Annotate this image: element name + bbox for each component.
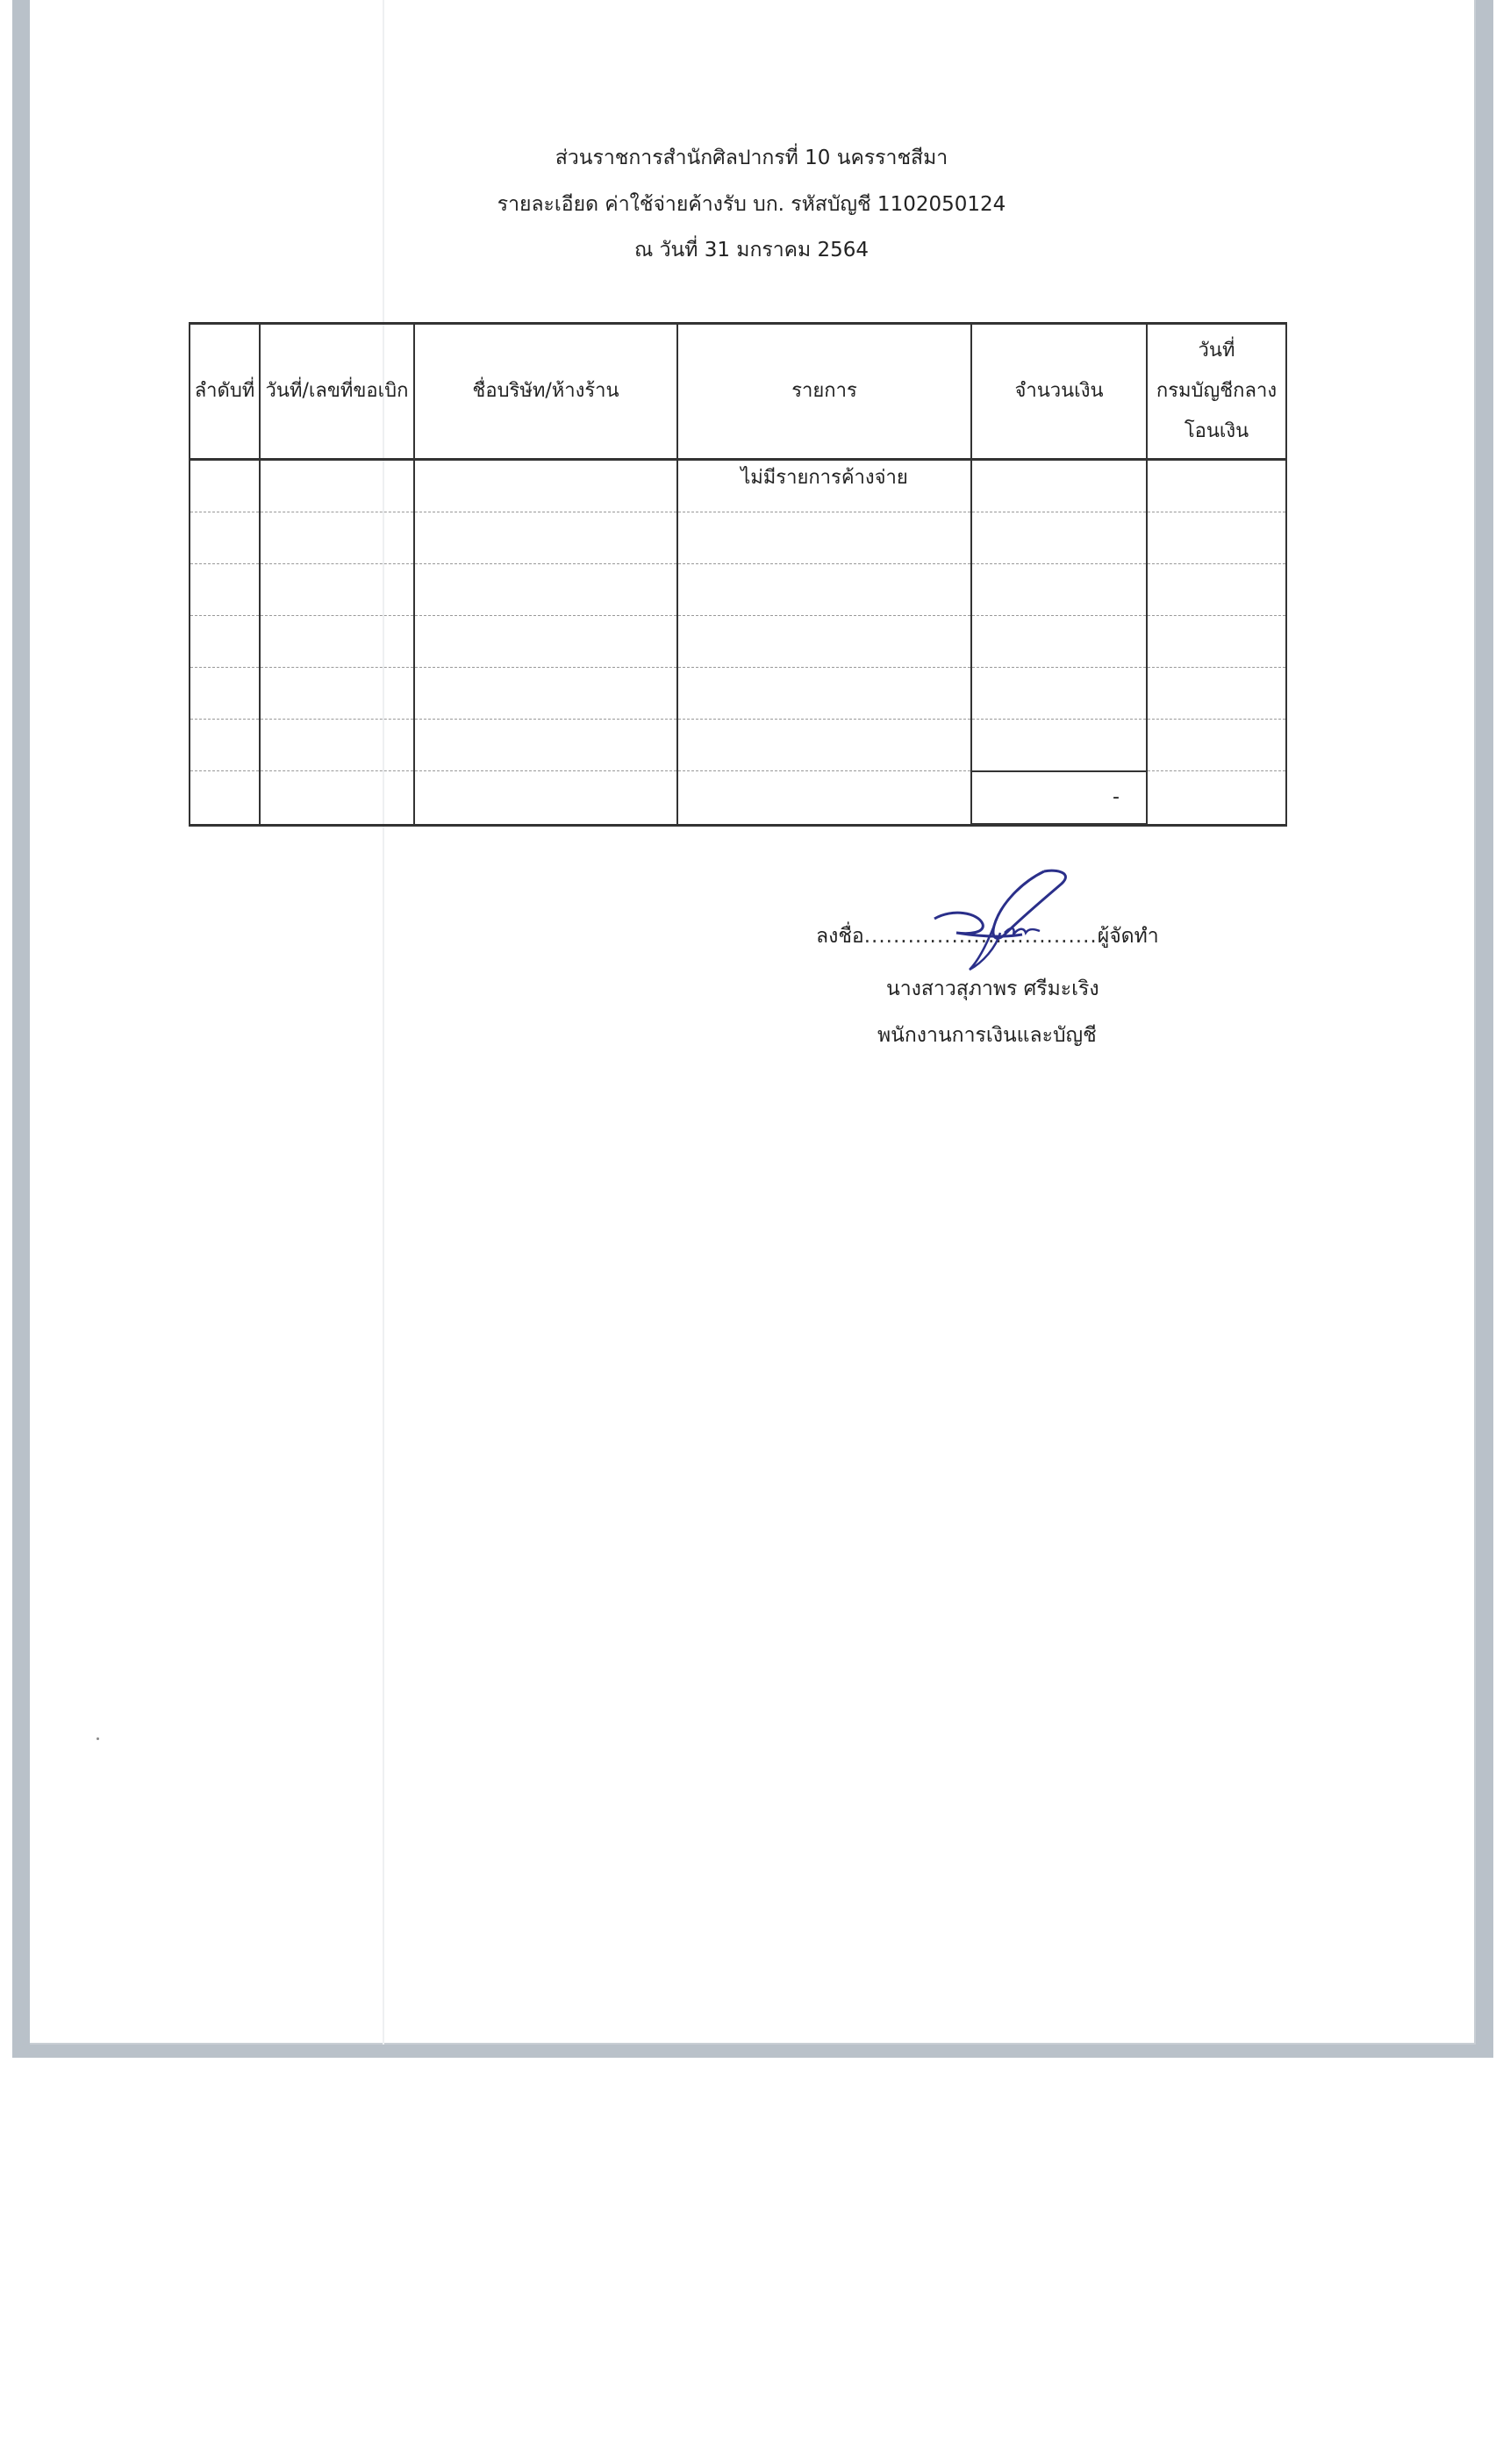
cell-amount (971, 460, 1147, 512)
header-date: ณ วันที่ 31 มกราคม 2564 (633, 239, 870, 261)
cell-seq (190, 771, 260, 825)
table-row (190, 719, 1286, 771)
cell-amount (971, 563, 1147, 615)
cell-date-doc (260, 615, 414, 667)
signer-name: นางสาวสุภาพร ศรีมะเริง (886, 978, 1099, 1000)
cell-company (414, 512, 677, 564)
cell-seq (190, 719, 260, 771)
cell-date-doc (260, 667, 414, 719)
cell-cgd (1147, 719, 1286, 771)
col-header-seq: ลำดับที่ (190, 324, 260, 460)
cell-seq (190, 667, 260, 719)
col-header-cgd-line3: โอนเงิน (1184, 420, 1249, 442)
table-row (190, 563, 1286, 615)
cell-items (677, 667, 971, 719)
cell-seq (190, 563, 260, 615)
table-row (190, 460, 1286, 512)
cell-cgd (1147, 615, 1286, 667)
cell-seq (190, 512, 260, 564)
cell-items: ไม่มีรายการค้างจ่าย (677, 460, 971, 512)
sign-prefix: ลงชื่อ (816, 925, 864, 948)
cell-items (677, 719, 971, 771)
cell-date-doc (260, 719, 414, 771)
table-row (190, 667, 1286, 719)
table-row (190, 615, 1286, 667)
cell-company (414, 615, 677, 667)
cell-date-doc (260, 512, 414, 564)
signer-position: พนักงานการเงินและบัญชี (877, 1024, 1097, 1047)
col-header-date-doc: วันที่/เลขที่ขอเบิก (260, 324, 414, 460)
col-header-company: ชื่อบริษัท/ห้างร้าน (414, 324, 677, 460)
cell-date-doc (260, 563, 414, 615)
cell-amount (971, 615, 1147, 667)
document-page (30, 0, 1476, 2045)
cell-date-doc (260, 771, 414, 825)
cell-company (414, 460, 677, 512)
handwritten-signature (917, 864, 1092, 978)
cell-cgd (1147, 771, 1286, 825)
paper-fold-line (383, 0, 384, 2045)
col-header-amount: จำนวนเงิน (971, 324, 1147, 460)
cell-amount (971, 719, 1147, 771)
cell-company (414, 563, 677, 615)
cell-cgd (1147, 667, 1286, 719)
cell-cgd (1147, 512, 1286, 564)
col-header-cgd-line1: วันที่ (1198, 340, 1235, 362)
outstanding-expenses-table (189, 322, 1287, 827)
col-header-cgd-transfer-date (1147, 324, 1286, 460)
table-row (190, 771, 1286, 825)
table-header-row (190, 324, 1286, 460)
header-agency: ส่วนราชการสำนักศิลปากรที่ 10 นครราชสีมา (555, 147, 948, 169)
signer-role: ผู้จัดทำ (1097, 925, 1159, 948)
cell-items (677, 563, 971, 615)
table-row (190, 512, 1286, 564)
cell-cgd (1147, 563, 1286, 615)
sign-dots-right: .......... (1024, 925, 1098, 948)
cell-seq (190, 615, 260, 667)
cell-amount (971, 667, 1147, 719)
cell-items (677, 512, 971, 564)
cell-items (677, 771, 971, 825)
cell-amount (971, 512, 1147, 564)
cell-items (677, 615, 971, 667)
cell-date-doc (260, 460, 414, 512)
total-amount: - (971, 771, 1147, 825)
col-header-items: รายการ (677, 324, 971, 460)
cell-company (414, 771, 677, 825)
cell-seq (190, 460, 260, 512)
sign-dots-left: ...................... (863, 925, 1025, 948)
col-header-cgd-line2: กรมบัญชีกลาง (1156, 380, 1278, 402)
scan-speck (97, 1737, 99, 1740)
cell-company (414, 667, 677, 719)
cell-company (414, 719, 677, 771)
header-title: รายละเอียด ค่าใช้จ่ายค้างรับ บก. รหัสบัญชี 1102050124 (497, 193, 1006, 216)
cell-cgd (1147, 460, 1286, 512)
